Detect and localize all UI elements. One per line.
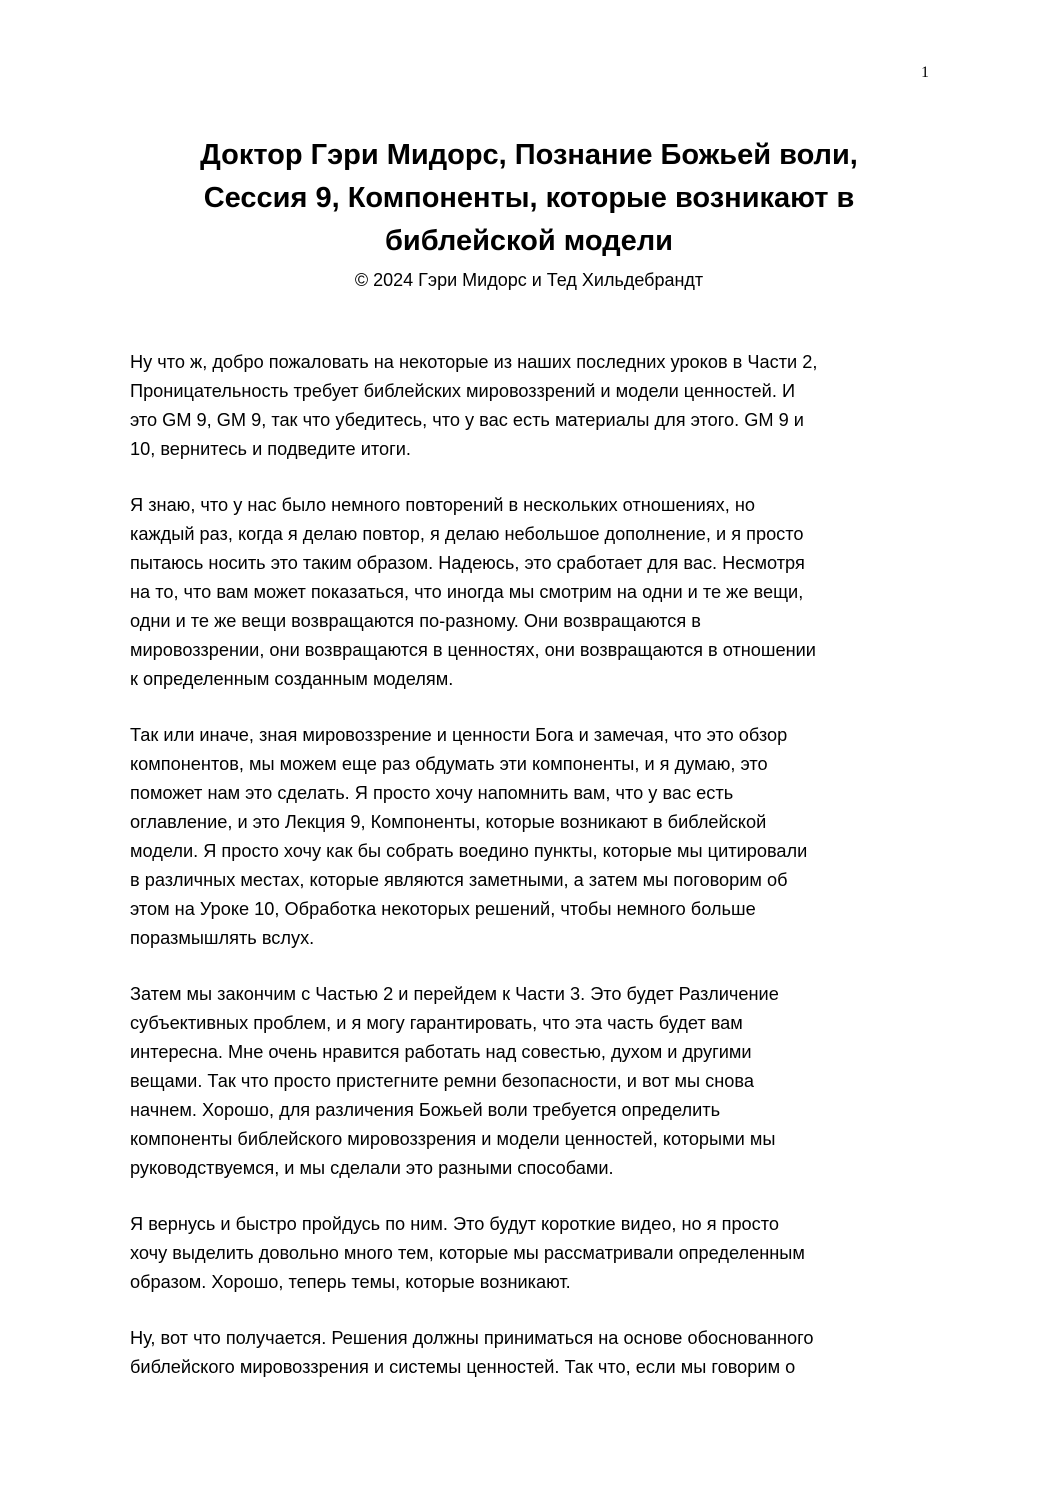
paragraph-line: компонентов, мы можем еще раз обдумать эти компоненты, и я думаю, это: [130, 754, 768, 774]
title-line: Доктор Гэри Мидорс, Познание Божьей воли,: [200, 139, 858, 171]
paragraph-line: 10, вернитесь и подведите итоги.: [130, 439, 411, 459]
paragraph-line: Я знаю, что у нас было немного повторений в нескольких отношениях, но: [130, 495, 755, 515]
title-line: библейской модели: [385, 225, 673, 257]
paragraph: [130, 1210, 940, 1297]
paragraph-line: вещами. Так что просто пристегните ремни безопасности, и вот мы снова: [130, 1071, 754, 1091]
paragraph: [130, 348, 940, 464]
paragraph-line: это GM 9, GM 9, так что убедитесь, что у вас есть материалы для этого. GM 9 и: [130, 410, 804, 430]
paragraph-line: Затем мы закончим с Частью 2 и перейдем к Части 3. Это будет Различение: [130, 984, 779, 1004]
paragraph-line: этом на Уроке 10, Обработка некоторых решений, чтобы немного больше: [130, 899, 756, 919]
paragraph-line: к определенным созданным моделям.: [130, 669, 454, 689]
paragraph-line: интересна. Мне очень нравится работать над совестью, духом и другими: [130, 1042, 752, 1062]
paragraph-line: пытаюсь носить это таким образом. Надеюсь, это сработает для вас. Несмотря: [130, 553, 805, 573]
paragraph-line: компоненты библейского мировоззрения и модели ценностей, которыми мы: [130, 1129, 776, 1149]
paragraph-line: руководствуемся, и мы сделали это разными способами.: [130, 1158, 614, 1178]
paragraph-line: модели. Я просто хочу как бы собрать воедино пункты, которые мы цитировали: [130, 841, 808, 861]
paragraph-line: Проницательность требует библейских мировоззрений и модели ценностей. И: [130, 381, 796, 401]
paragraph-line: в различных местах, которые являются заметными, а затем мы поговорим об: [130, 870, 788, 890]
paragraph-line: поможет нам это сделать. Я просто хочу напомнить вам, что у вас есть: [130, 783, 734, 803]
paragraph-line: библейского мировоззрения и системы ценностей. Так что, если мы говорим о: [130, 1357, 796, 1377]
page-number: 1: [921, 64, 929, 81]
paragraph-line: поразмышлять вслух.: [130, 928, 315, 948]
paragraph-line: Так или иначе, зная мировоззрение и ценности Бога и замечая, что это обзор: [130, 725, 788, 745]
paragraph: [130, 491, 940, 694]
paragraph-line: оглавление, и это Лекция 9, Компоненты, которые возникают в библейской: [130, 812, 767, 832]
paragraph-line: каждый раз, когда я делаю повтор, я делаю небольшое дополнение, и я просто: [130, 524, 804, 544]
paragraph-line: Ну, вот что получается. Решения должны приниматься на основе обоснованного: [130, 1328, 814, 1348]
paragraph-line: на то, что вам может показаться, что иногда мы смотрим на одни и те же вещи,: [130, 582, 804, 602]
paragraph-line: начнем. Хорошо, для различения Божьей воли требуется определить: [130, 1100, 721, 1120]
paragraph-line: субъективных проблем, и я могу гарантировать, что эта часть будет вам: [130, 1013, 743, 1033]
paragraph-line: Я вернусь и быстро пройдусь по ним. Это будут короткие видео, но я просто: [130, 1214, 780, 1234]
paragraph-line: хочу выделить довольно много тем, которые мы рассматривали определенным: [130, 1243, 805, 1263]
document-title: [0, 134, 1058, 263]
document-body: [130, 348, 940, 1409]
paragraph: [130, 980, 940, 1183]
paragraph-line: одни и те же вещи возвращаются по-разному. Они возвращаются в: [130, 611, 701, 631]
paragraph-line: мировоззрении, они возвращаются в ценностях, они возвращаются в отношении: [130, 640, 816, 660]
title-line: Сессия 9, Компоненты, которые возникают в: [203, 182, 855, 214]
paragraph: [130, 721, 940, 953]
copyright: © 2024 Гэри Мидорс и Тед Хильдебрандт: [354, 270, 704, 290]
paragraph-line: образом. Хорошо, теперь темы, которые возникают.: [130, 1272, 571, 1292]
paragraph-line: Ну что ж, добро пожаловать на некоторые из наших последних уроков в Части 2,: [130, 352, 818, 372]
paragraph: [130, 1324, 940, 1382]
